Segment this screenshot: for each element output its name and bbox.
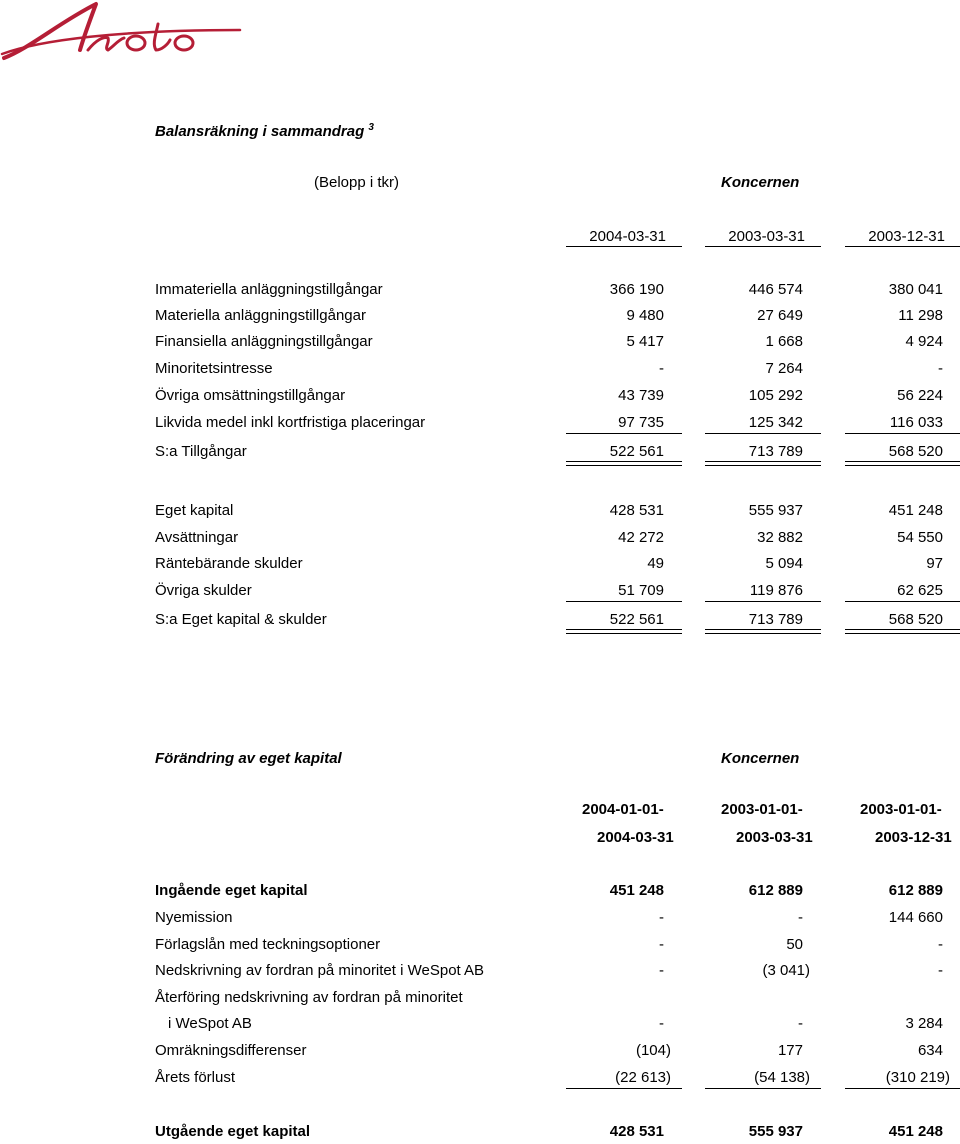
row-label: Minoritetsintresse: [155, 360, 273, 377]
row-value: 451 248: [609, 882, 664, 899]
total-label: S:a Tillgångar: [155, 443, 247, 460]
row-value: -: [659, 1015, 664, 1032]
subtotal-rule: [566, 601, 682, 602]
row-value: 54 550: [897, 529, 943, 546]
total-value: 555 937: [748, 1123, 803, 1140]
row-label: Nedskrivning av fordran på minoritet i WeSpot AB: [155, 962, 485, 979]
row-label: Avsättningar: [155, 529, 239, 546]
subtotal-rule: [705, 433, 821, 434]
row-label: Finansiella anläggningstillgångar: [155, 333, 373, 350]
row-value: 446 574: [748, 281, 803, 298]
header-rule: [845, 246, 960, 247]
row-value: 380 041: [888, 281, 943, 298]
total-label: Utgående eget kapital: [155, 1123, 311, 1140]
total-value: 428 531: [609, 1123, 664, 1140]
row-label: Nyemission: [155, 909, 233, 926]
amount-note: (Belopp i tkr): [314, 174, 400, 191]
double-rule: [566, 629, 682, 634]
row-label: Omräkningsdifferenser: [155, 1042, 307, 1059]
row-label: Likvida medel inkl kortfristiga placeringar: [155, 414, 426, 431]
total-value: 568 520: [888, 611, 943, 628]
row-value: (22 613): [615, 1069, 671, 1086]
header-rule: [566, 246, 682, 247]
row-value: 9 480: [626, 307, 664, 324]
row-label: Materiella anläggningstillgångar: [155, 307, 366, 324]
row-value: (54 138): [754, 1069, 810, 1086]
equity-title: Förändring av eget kapital: [155, 750, 342, 767]
row-value: 51 709: [618, 582, 664, 599]
column-header: 2004-01-01-: [582, 801, 664, 818]
row-value: 43 739: [618, 387, 664, 404]
subtotal-rule: [566, 1088, 682, 1089]
row-label: Återföring nedskrivning av fordran på minoritet: [155, 989, 463, 1006]
row-value: 3 284: [905, 1015, 943, 1032]
row-value: 144 660: [888, 909, 943, 926]
row-value: 555 937: [748, 502, 803, 519]
row-label: Eget kapital: [155, 502, 234, 519]
subtotal-rule: [845, 601, 960, 602]
row-label: Förlagslån med teckningsoptioner: [155, 936, 381, 953]
row-value: -: [659, 936, 664, 953]
anoto-logo: [0, 0, 250, 66]
row-value: -: [938, 962, 943, 979]
row-value: 97 735: [618, 414, 664, 431]
row-value: 97: [926, 555, 943, 572]
header-rule: [705, 246, 821, 247]
row-value: 451 248: [888, 502, 943, 519]
subtotal-rule: [705, 601, 821, 602]
column-header: 2003-12-31: [875, 829, 952, 846]
total-value: 451 248: [888, 1123, 943, 1140]
row-value: 119 876: [749, 582, 803, 599]
row-value: 125 342: [748, 414, 803, 431]
subtotal-rule: [845, 433, 960, 434]
row-value: -: [659, 962, 664, 979]
row-value: 634: [917, 1042, 943, 1059]
column-header: 2003-01-01-: [860, 801, 942, 818]
row-label: Övriga skulder: [155, 582, 252, 599]
column-header: 2003-03-31: [728, 228, 805, 245]
row-value: 1 668: [765, 333, 803, 350]
double-rule: [845, 461, 960, 466]
row-value: -: [798, 909, 803, 926]
double-rule: [566, 461, 682, 466]
subtotal-rule: [845, 1088, 960, 1089]
row-value: -: [938, 936, 943, 953]
total-value: 568 520: [888, 443, 943, 460]
row-value: (3 041): [762, 962, 810, 979]
row-label: Räntebärande skulder: [155, 555, 303, 572]
row-label: Ingående eget kapital: [155, 882, 308, 899]
row-value: 62 625: [897, 582, 943, 599]
column-header: 2004-03-31: [597, 829, 674, 846]
row-value: 5 094: [765, 555, 803, 572]
row-value: 612 889: [888, 882, 943, 899]
row-value: 4 924: [905, 333, 943, 350]
column-header: 2003-01-01-: [721, 801, 803, 818]
row-value: 56 224: [897, 387, 943, 404]
column-header: 2003-12-31: [868, 228, 945, 245]
row-value: 612 889: [748, 882, 803, 899]
row-label: Immateriella anläggningstillgångar: [155, 281, 383, 298]
row-value: -: [938, 360, 943, 377]
row-value: 366 190: [609, 281, 664, 298]
column-header: 2003-03-31: [736, 829, 813, 846]
double-rule: [845, 629, 960, 634]
total-label: S:a Eget kapital & skulder: [155, 611, 327, 628]
row-label: Övriga omsättningstillgångar: [155, 387, 346, 404]
row-value: -: [659, 360, 664, 377]
row-value: 27 649: [757, 307, 803, 324]
row-value: -: [798, 1015, 803, 1032]
total-value: 522 561: [609, 443, 664, 460]
row-value: 105 292: [748, 387, 803, 404]
row-value: 49: [647, 555, 664, 572]
double-rule: [705, 629, 821, 634]
row-label: Årets förlust: [155, 1069, 236, 1086]
group-label: Koncernen: [721, 750, 800, 767]
row-label: i WeSpot AB: [168, 1015, 252, 1032]
total-value: 713 789: [748, 611, 803, 628]
total-value: 522 561: [609, 611, 664, 628]
total-value: 713 789: [748, 443, 803, 460]
double-rule: [705, 461, 821, 466]
column-header: 2004-03-31: [589, 228, 666, 245]
subtotal-rule: [705, 1088, 821, 1089]
row-value: (310 219): [885, 1069, 950, 1086]
subtotal-rule: [566, 433, 682, 434]
row-value: 11 298: [898, 307, 943, 324]
group-label: Koncernen: [721, 174, 800, 191]
row-value: 177: [777, 1042, 803, 1059]
row-value: 428 531: [609, 502, 664, 519]
row-value: (104): [635, 1042, 671, 1059]
row-value: 116 033: [889, 414, 943, 431]
row-value: 50: [786, 936, 803, 953]
row-value: -: [659, 909, 664, 926]
balance-title: Balansräkning i sammandrag $^3$: [155, 122, 374, 140]
row-value: 7 264: [765, 360, 803, 377]
row-value: 42 272: [618, 529, 664, 546]
row-value: 5 417: [626, 333, 664, 350]
row-value: 32 882: [757, 529, 803, 546]
